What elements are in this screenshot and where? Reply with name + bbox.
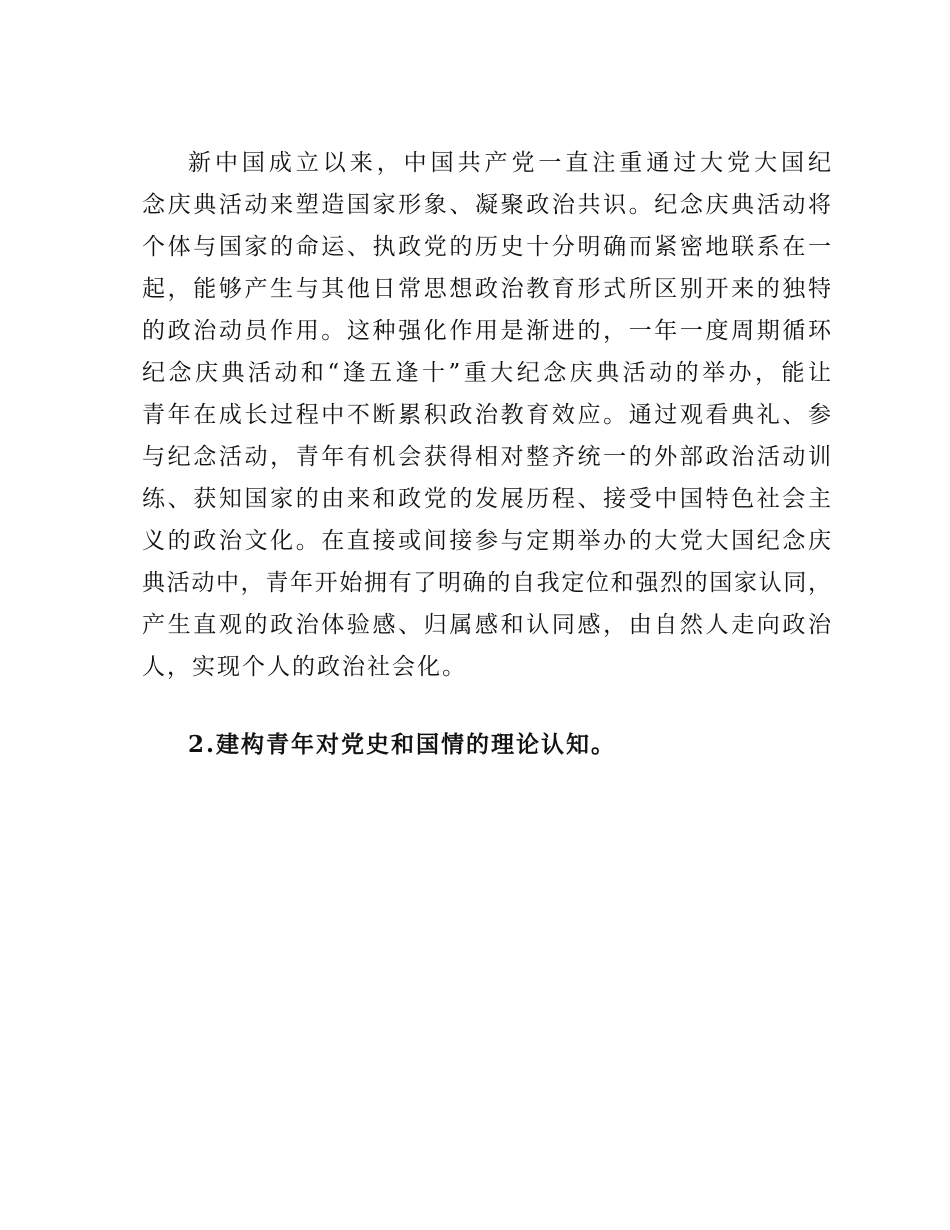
paragraph-line: 练、获知国家的由来和政党的发展历程、接受中国特色社会主 xyxy=(142,486,832,512)
paragraph-line: 念庆典活动来塑造国家形象、凝聚政治共识。纪念庆典活动将 xyxy=(142,192,832,218)
body-paragraph xyxy=(142,142,832,688)
paragraph-line: 青年在成长过程中不断累积政治教育效应。通过观看典礼、参 xyxy=(142,402,832,428)
section-heading: 2.建构青年对党史和国情的理论认知。 xyxy=(188,731,617,758)
paragraph-line: 义的政治文化。在直接或间接参与定期举办的大党大国纪念庆 xyxy=(142,528,832,554)
paragraph-line: 与纪念活动，青年有机会获得相对整齐统一的外部政治活动训 xyxy=(142,444,832,470)
paragraph-line: 起，能够产生与其他日常思想政治教育形式所区别开来的独特 xyxy=(142,276,832,302)
paragraph-line: 个体与国家的命运、执政党的历史十分明确而紧密地联系在一 xyxy=(142,234,832,260)
paragraph-line: 纪念庆典活动和“逢五逢十”重大纪念庆典活动的举办，能让 xyxy=(142,360,832,386)
paragraph-line: 新中国成立以来，中国共产党一直注重通过大党大国纪 xyxy=(188,150,832,176)
paragraph-line: 人，实现个人的政治社会化。 xyxy=(142,654,467,680)
paragraph-line: 的政治动员作用。这种强化作用是渐进的，一年一度周期循环 xyxy=(142,318,832,344)
paragraph-line: 典活动中，青年开始拥有了明确的自我定位和强烈的国家认同， xyxy=(142,570,832,596)
paragraph-line: 产生直观的政治体验感、归属感和认同感，由自然人走向政治 xyxy=(142,612,832,638)
